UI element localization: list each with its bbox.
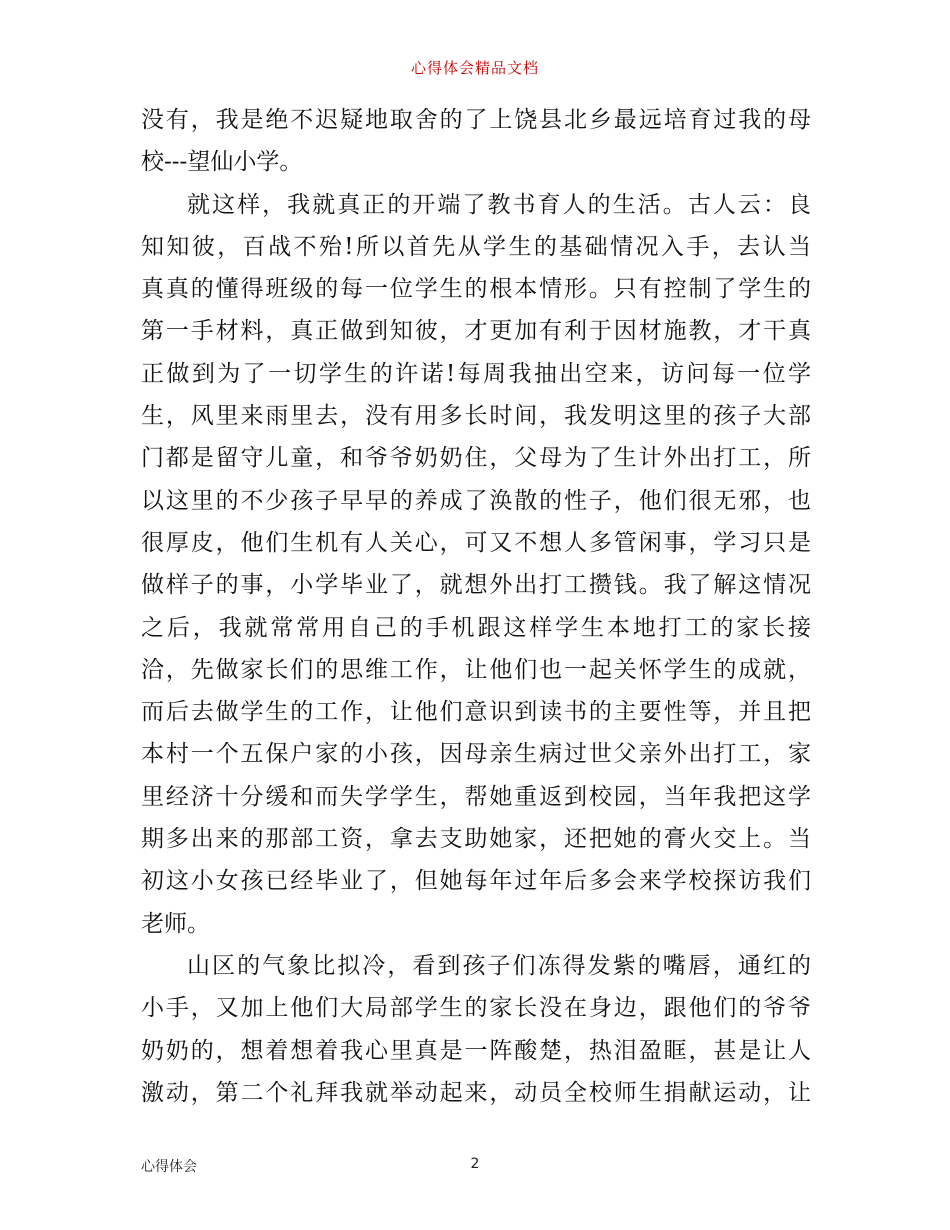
text-line: 门都是留守儿童，和爷爷奶奶住，父母为了生计外出打工，所 [141, 445, 811, 472]
text-line: 本村一个五保户家的小孩，因母亲生病过世父亲外出打工，家 [141, 741, 811, 768]
text-line: 山区的气象比拟冷，看到孩子们冻得发紫的嘴唇，通红的 [187, 952, 811, 979]
text-line: 里经济十分缓和而失学学生，帮她重返到校园，当年我把这学 [141, 783, 811, 810]
text-line: 做样子的事，小学毕业了，就想外出打工攒钱。我了解这情况 [141, 572, 811, 599]
body-text [141, 99, 811, 1114]
text-line: 激动，第二个礼拜我就举动起来，动员全校师生捐献运动，让 [141, 1079, 811, 1106]
text-line: 初这小女孩已经毕业了，但她每年过年后多会来学校探访我们 [141, 868, 811, 895]
text-line: 没有，我是绝不迟疑地取舍的了上饶县北乡最远培育过我的母 [141, 107, 811, 133]
text-line: 之后，我就常常用自己的手机跟这样学生本地打工的家长接 [141, 614, 811, 641]
text-line: 以这里的不少孩子早早的养成了涣散的性子，他们很无邪，也 [141, 487, 811, 514]
text-line: 校---望仙小学。 [141, 149, 303, 176]
text-line: 第一手材料，真正做到知彼，才更加有利于因材施教，才干真 [141, 318, 811, 345]
text-line: 奶奶的，想着想着我心里真是一阵酸楚，热泪盈眶，甚是让人 [141, 1037, 811, 1064]
text-line: 而后去做学生的工作，让他们意识到读书的主要性等，并且把 [141, 699, 811, 726]
text-line: 很厚皮，他们生机有人关心，可又不想人多管闲事，学习只是 [141, 529, 811, 556]
text-line: 真真的懂得班级的每一位学生的根本情形。只有控制了学生的 [141, 276, 811, 303]
text-line: 生，风里来雨里去，没有用多长时间，我发明这里的孩子大部 [141, 403, 811, 430]
text-line: 老师。 [141, 910, 210, 937]
text-line: 知知彼，百战不殆!所以首先从学生的基础情况入手，去认当 [141, 233, 811, 260]
text-line: 洽，先做家长们的思维工作，让他们也一起关怀学生的成就， [141, 656, 811, 683]
text-line: 期多出来的那部工资，拿去支助她家，还把她的膏火交上。当 [141, 826, 811, 853]
header-title: 心得体会精品文档 [410, 59, 539, 77]
text-line: 就这样，我就真正的开端了教书育人的生活。古人云：良 [187, 191, 811, 218]
text-line: 正做到为了一切学生的许诺!每周我抽出空来，访问每一位学 [141, 360, 811, 387]
text-line: 小手，又加上他们大局部学生的家长没在身边，跟他们的爷爷 [141, 995, 811, 1022]
page-number: 2 [470, 1156, 480, 1172]
footer-label: 心得体会 [141, 1159, 197, 1175]
